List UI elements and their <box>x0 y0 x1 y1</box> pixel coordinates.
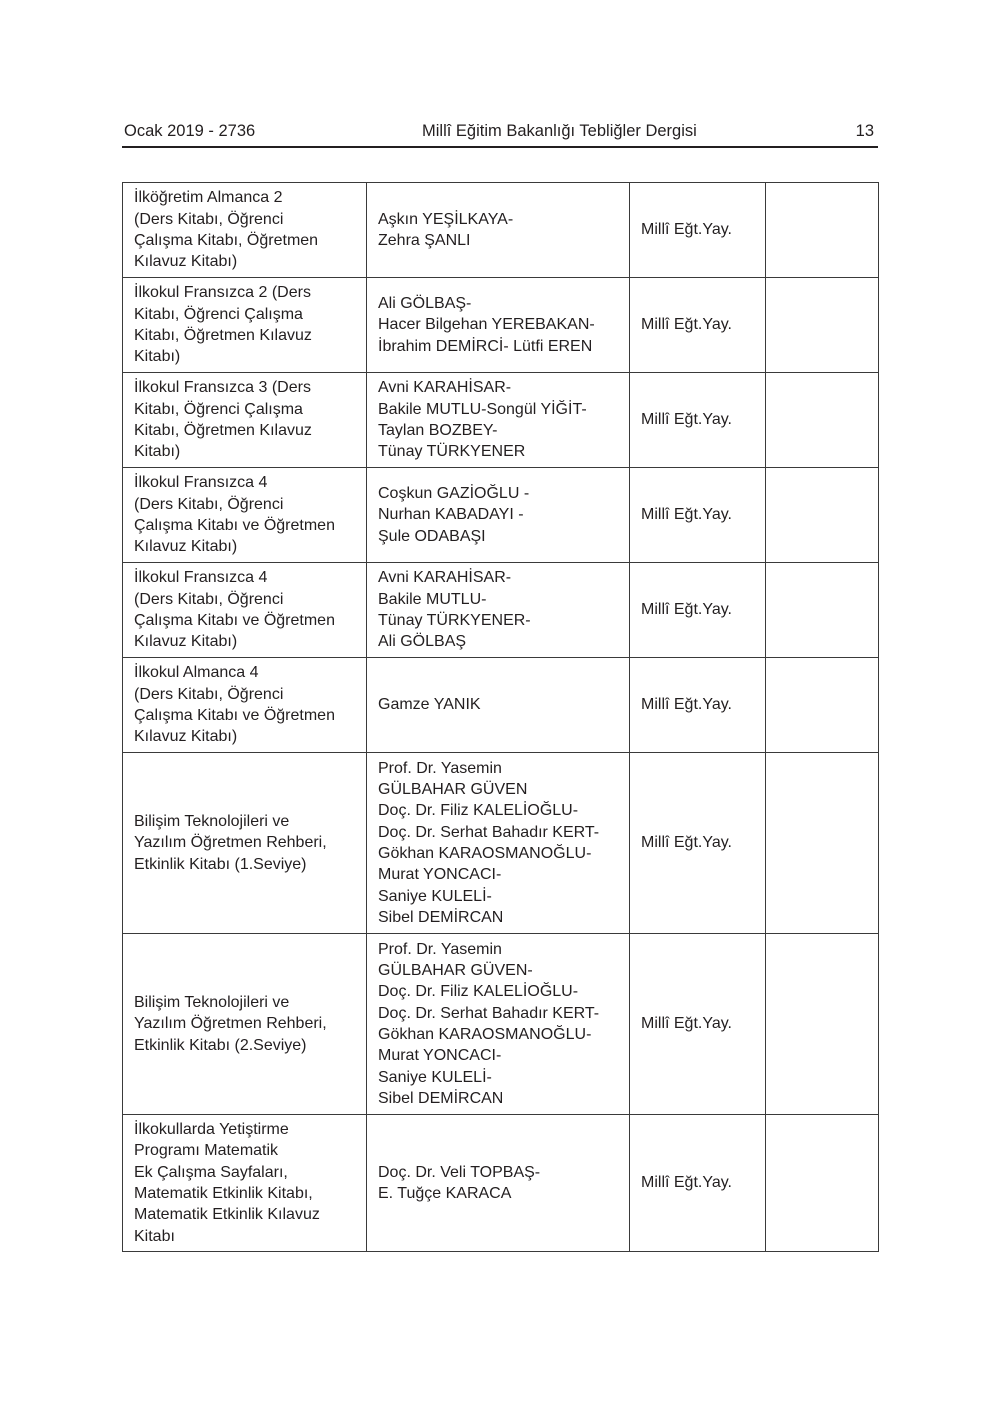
authors-cell: Aşkın YEŞİLKAYA- Zehra ŞANLI <box>367 183 630 278</box>
header-date-issue: Ocak 2019 - 2736 <box>124 122 256 140</box>
authors-cell: Avni KARAHİSAR- Bakile MUTLU-Songül YİĞİT- Taylan BOZBEY- Tünay TÜRKYENER <box>367 373 630 468</box>
book-title-cell: İlköğretim Almanca 2 (Ders Kitabı, Öğrenci Çalışma Kitabı, Öğretmen Kılavuz Kitabı) <box>123 183 367 278</box>
note-cell <box>766 1115 879 1252</box>
book-title-cell: Bilişim Teknolojileri ve Yazılım Öğretmen Rehberi, Etkinlik Kitabı (2.Seviye) <box>123 934 367 1115</box>
table-row <box>123 278 879 373</box>
table-row <box>123 934 879 1115</box>
note-cell <box>766 373 879 468</box>
book-title-cell: Bilişim Teknolojileri ve Yazılım Öğretmen Rehberi, Etkinlik Kitabı (1.Seviye) <box>123 753 367 934</box>
publisher-cell: Millî Eğt.Yay. <box>630 373 766 468</box>
note-cell <box>766 183 879 278</box>
book-title-cell: İlkokullarda Yetiştirme Programı Matematik Ek Çalışma Sayfaları, Matematik Etkinlik Kitabı, Matematik Etkinlik Kılavuz Kitabı <box>123 1115 367 1252</box>
page-header <box>122 120 878 148</box>
book-title-cell: İlkokul Fransızca 2 (Ders Kitabı, Öğrenci Çalışma Kitabı, Öğretmen Kılavuz Kitabı) <box>123 278 367 373</box>
book-title-cell: İlkokul Fransızca 3 (Ders Kitabı, Öğrenci Çalışma Kitabı, Öğretmen Kılavuz Kitabı) <box>123 373 367 468</box>
note-cell <box>766 278 879 373</box>
book-title-cell: İlkokul Almanca 4 (Ders Kitabı, Öğrenci Çalışma Kitabı ve Öğretmen Kılavuz Kitabı) <box>123 658 367 753</box>
authors-cell: Prof. Dr. Yasemin GÜLBAHAR GÜVEN Doç. Dr. Filiz KALELİOĞLU- Doç. Dr. Serhat Bahadır KERT- Gökhan KARAOSMANOĞLU- Murat YONCACI- Saniye KULELİ- Sibel DEMİRCAN <box>367 753 630 934</box>
authors-cell: Coşkun GAZİOĞLU - Nurhan KABADAYI - Şule ODABAŞI <box>367 468 630 563</box>
table-row <box>123 563 879 658</box>
authors-cell: Ali GÖLBAŞ- Hacer Bilgehan YEREBAKAN- İbrahim DEMİRCİ- Lütfi EREN <box>367 278 630 373</box>
header-page-number: 13 <box>855 122 874 140</box>
table-row <box>123 1115 879 1252</box>
publisher-cell: Millî Eğt.Yay. <box>630 563 766 658</box>
note-cell <box>766 934 879 1115</box>
header-journal-title: Millî Eğitim Bakanlığı Tebliğler Dergisi <box>422 122 697 140</box>
authors-cell: Doç. Dr. Veli TOPBAŞ- E. Tuğçe KARACA <box>367 1115 630 1252</box>
publisher-cell: Millî Eğt.Yay. <box>630 753 766 934</box>
book-title-cell: İlkokul Fransızca 4 (Ders Kitabı, Öğrenci Çalışma Kitabı ve Öğretmen Kılavuz Kitabı) <box>123 468 367 563</box>
table-row <box>123 183 879 278</box>
authors-cell: Prof. Dr. Yasemin GÜLBAHAR GÜVEN- Doç. Dr. Filiz KALELİOĞLU- Doç. Dr. Serhat Bahadır KERT- Gökhan KARAOSMANOĞLU- Murat YONCACI- Saniye KULELİ- Sibel DEMİRCAN <box>367 934 630 1115</box>
publisher-cell: Millî Eğt.Yay. <box>630 468 766 563</box>
authors-cell: Avni KARAHİSAR- Bakile MUTLU- Tünay TÜRKYENER- Ali GÖLBAŞ <box>367 563 630 658</box>
publisher-cell: Millî Eğt.Yay. <box>630 1115 766 1252</box>
publisher-cell: Millî Eğt.Yay. <box>630 658 766 753</box>
book-title-cell: İlkokul Fransızca 4 (Ders Kitabı, Öğrenci Çalışma Kitabı ve Öğretmen Kılavuz Kitabı) <box>123 563 367 658</box>
authors-cell: Gamze YANIK <box>367 658 630 753</box>
table-row <box>123 658 879 753</box>
note-cell <box>766 468 879 563</box>
note-cell <box>766 658 879 753</box>
publisher-cell: Millî Eğt.Yay. <box>630 278 766 373</box>
note-cell <box>766 753 879 934</box>
publisher-cell: Millî Eğt.Yay. <box>630 183 766 278</box>
note-cell <box>766 563 879 658</box>
table-row <box>123 373 879 468</box>
table-row <box>123 753 879 934</box>
table-row <box>123 468 879 563</box>
book-list-table <box>122 182 879 1252</box>
publisher-cell: Millî Eğt.Yay. <box>630 934 766 1115</box>
